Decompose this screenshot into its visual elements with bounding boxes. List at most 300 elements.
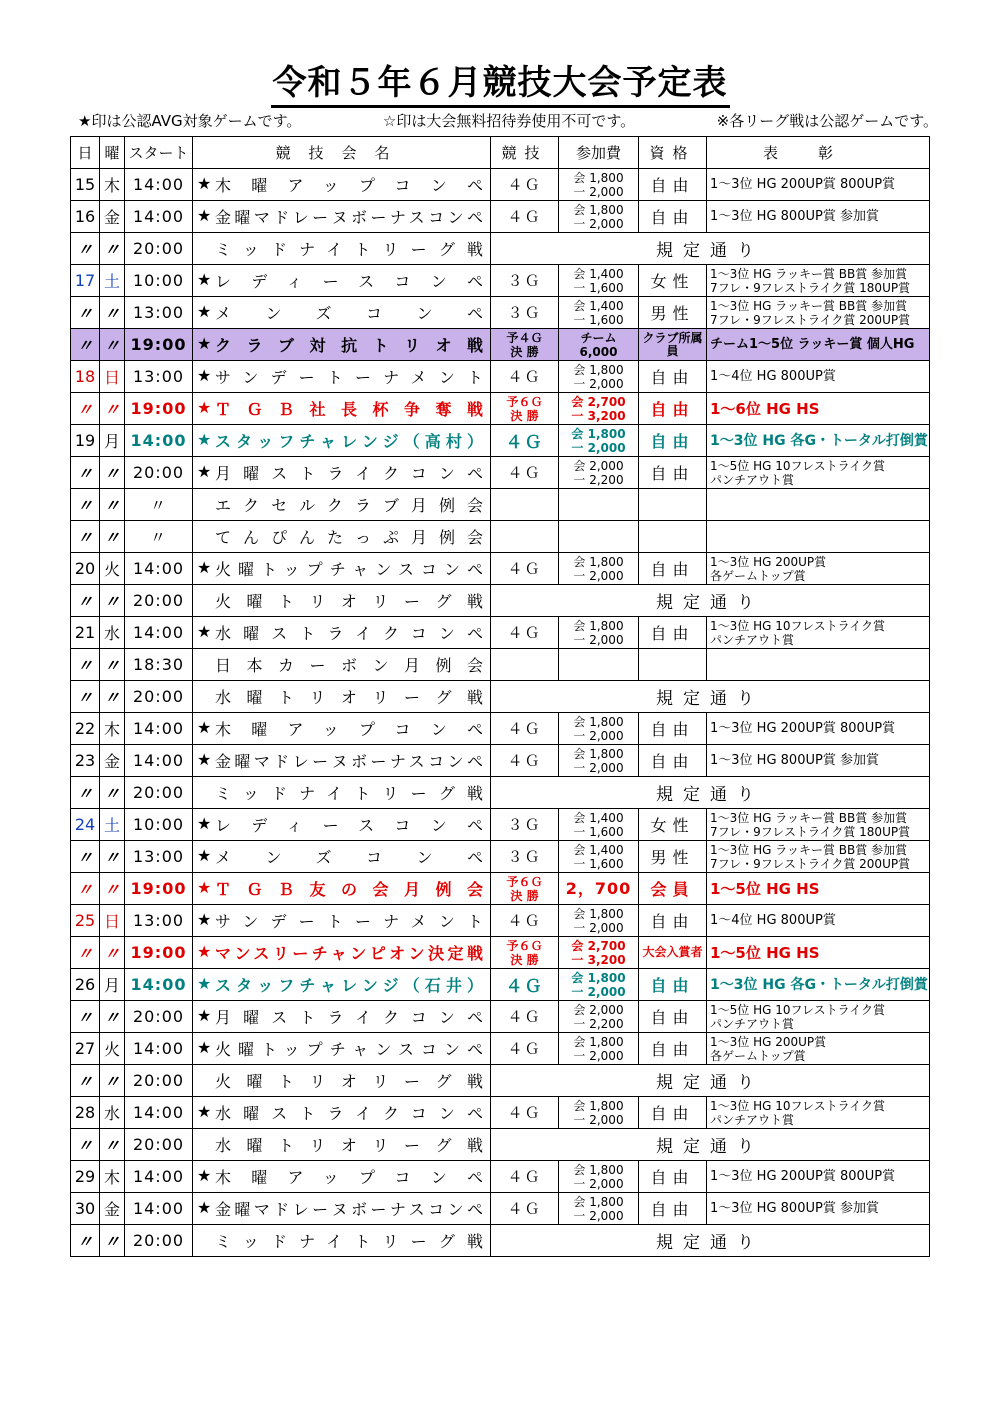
table-row [71, 937, 930, 969]
award-cell [707, 169, 930, 201]
table-row [71, 1001, 930, 1033]
start-time-cell: 20:00 [125, 1225, 193, 1257]
start-time-cell: 〃 [125, 489, 193, 521]
award-line: 1～3位 HG 200UP賞 [710, 1034, 827, 1049]
table-row [71, 617, 930, 649]
award-line: パンチアウト賞 [710, 472, 795, 487]
fee-line: 会 1,800 [573, 554, 624, 569]
award-line: 1～4位 HG 800UP賞 [710, 368, 836, 384]
qualification-cell: 自由 [639, 713, 707, 745]
fee-line: 一 1,600 [573, 824, 624, 839]
award-line: 1～3位 HG 各G・トータル打倒賞 [710, 432, 928, 449]
qualification-cell: 自由 [639, 169, 707, 201]
qualification-cell: 自由 [639, 457, 707, 489]
rule-cell: 規定通り [491, 1129, 930, 1161]
avg-star-icon: ★ [197, 910, 212, 929]
day-cell: 〃 [71, 1001, 100, 1033]
day-cell: 〃 [71, 1129, 100, 1161]
table-row [71, 1097, 930, 1129]
fee-line: チーム [580, 330, 617, 345]
fee-cell [559, 521, 639, 553]
games-line: ４Ｇ [507, 624, 542, 642]
qualification-cell: 会員 [639, 873, 707, 905]
fee-line: 会 1,800 [573, 1098, 624, 1113]
qualification-cell: 自由 [639, 1001, 707, 1033]
award-line: 1～3位 HG 200UP賞 800UP賞 [710, 1168, 896, 1184]
games-cell [491, 937, 559, 969]
award-line: 7フレ・9フレストライク賞 180UP賞 [710, 824, 911, 839]
award-line: 1～5位 HG HS [710, 879, 820, 898]
day-cell: 〃 [71, 585, 100, 617]
avg-star-icon: ★ [197, 974, 212, 993]
award-cell [707, 265, 930, 297]
fee-line: 会 1,800 [573, 202, 624, 217]
table-row [71, 841, 930, 873]
weekday-cell: 〃 [100, 1129, 125, 1161]
day-cell: 〃 [71, 457, 100, 489]
table-row [71, 777, 930, 809]
games-line: ４Ｇ [507, 1008, 542, 1026]
weekday-cell: 〃 [100, 1065, 125, 1097]
event-name-cell [193, 809, 491, 841]
games-line: ４Ｇ [505, 977, 544, 997]
rule-cell: 規定通り [491, 681, 930, 713]
games-cell [491, 649, 559, 681]
award-line: パンチアウト賞 [710, 1112, 795, 1127]
day-cell: 27 [71, 1033, 100, 1065]
fee-cell [559, 905, 639, 937]
start-time-cell: 14:00 [125, 1097, 193, 1129]
event-name-cell [193, 681, 491, 713]
event-name-cell [193, 169, 491, 201]
event-name-cell [193, 1097, 491, 1129]
fee-cell [559, 361, 639, 393]
event-name-cell [193, 1001, 491, 1033]
start-time-cell: 20:00 [125, 1001, 193, 1033]
schedule-body [71, 169, 930, 1257]
fee-line: 会 1,400 [573, 298, 624, 313]
fee-cell [559, 1033, 639, 1065]
table-row [71, 1033, 930, 1065]
award-line: パンチアウト賞 [710, 1016, 795, 1031]
weekday-cell: 水 [100, 1097, 125, 1129]
event-name-cell [193, 1225, 491, 1257]
award-cell [707, 393, 930, 425]
fee-line: 一 2,000 [573, 728, 624, 743]
avg-star-icon: ★ [197, 1166, 212, 1185]
games-cell [491, 1097, 559, 1129]
event-name-cell [193, 393, 491, 425]
games-line: ４Ｇ [507, 464, 542, 482]
weekday-cell: 〃 [100, 681, 125, 713]
event-name: 月曜ストライクコンペ [215, 1008, 483, 1027]
weekday-cell: 〃 [100, 873, 125, 905]
event-name-cell [193, 553, 491, 585]
event-name-cell [193, 841, 491, 873]
weekday-cell: 〃 [100, 521, 125, 553]
event-name-cell [193, 617, 491, 649]
weekday-cell: 〃 [100, 297, 125, 329]
event-name: レディースコンペ [215, 272, 483, 291]
games-cell [491, 1001, 559, 1033]
avg-star-icon: ★ [197, 718, 212, 737]
award-cell [707, 489, 930, 521]
rule-cell: 規定通り [491, 585, 930, 617]
games-cell [491, 1193, 559, 1225]
avg-star-icon: ★ [197, 206, 212, 225]
table-row [71, 457, 930, 489]
event-name: サンデートーナメント [215, 368, 483, 387]
table-row [71, 1161, 930, 1193]
start-time-cell: 14:00 [125, 969, 193, 1001]
day-cell: 29 [71, 1161, 100, 1193]
weekday-cell: 土 [100, 265, 125, 297]
avg-star-icon: ★ [197, 1198, 212, 1217]
event-name: メンズコンペ [215, 848, 483, 867]
event-name-cell [193, 1193, 491, 1225]
fee-cell [559, 297, 639, 329]
games-cell [491, 969, 559, 1001]
start-time-cell: 19:00 [125, 329, 193, 361]
award-line: 1～3位 HG 200UP賞 800UP賞 [710, 176, 896, 192]
table-row [71, 265, 930, 297]
day-cell: 26 [71, 969, 100, 1001]
qualification-cell: 自由 [639, 553, 707, 585]
rule-cell: 規定通り [491, 777, 930, 809]
avg-star-icon: ★ [197, 430, 212, 449]
table-row [71, 713, 930, 745]
weekday-cell: 〃 [100, 1225, 125, 1257]
weekday-cell: 木 [100, 1161, 125, 1193]
fee-line: 会 1,800 [573, 714, 624, 729]
award-cell [707, 521, 930, 553]
fee-line: 会 2,700 [571, 394, 626, 409]
event-name: 木曜アップコンペ [215, 1168, 483, 1187]
fee-line: 会 2,000 [573, 1002, 624, 1017]
award-line: 1～3位 HG 200UP賞 800UP賞 [710, 720, 896, 736]
fee-line: 会 2,000 [573, 458, 624, 473]
event-name: 水曜ストライクコンペ [215, 1104, 483, 1123]
qualification-cell: 女性 [639, 265, 707, 297]
award-cell [707, 1193, 930, 1225]
event-name: 水曜トリオリーグ戦 [215, 1136, 483, 1155]
games-cell [491, 265, 559, 297]
event-name-cell [193, 201, 491, 233]
start-time-cell: 〃 [125, 521, 193, 553]
fee-line: 一 1,600 [573, 856, 624, 871]
qualification-cell: 自由 [639, 1193, 707, 1225]
event-name: 金曜マドレーヌボーナスコンペ [215, 208, 483, 227]
qualification-cell: 男性 [639, 841, 707, 873]
award-cell [707, 713, 930, 745]
weekday-cell: 月 [100, 969, 125, 1001]
event-name-cell [193, 1033, 491, 1065]
weekday-cell: 水 [100, 617, 125, 649]
fee-line: 会 1,800 [573, 1162, 624, 1177]
event-name-cell [193, 969, 491, 1001]
qualification-cell [639, 489, 707, 521]
event-name: ＴＧＢ友の会月例会 [215, 880, 483, 899]
start-time-cell: 13:00 [125, 905, 193, 937]
award-cell [707, 969, 930, 1001]
weekday-cell: 木 [100, 713, 125, 745]
col-head-games: 競技 [491, 137, 559, 169]
games-cell [491, 457, 559, 489]
fee-cell [559, 713, 639, 745]
note-league: ※各リーグ戦は公認ゲームです。 [716, 112, 938, 130]
award-cell [707, 905, 930, 937]
event-name: ミッドナイトリーグ戦 [215, 784, 483, 803]
event-name-cell [193, 457, 491, 489]
day-cell: 〃 [71, 841, 100, 873]
fee-line: 一 2,000 [573, 1208, 624, 1223]
fee-cell [559, 329, 639, 361]
event-name: 火曜トリオリーグ戦 [215, 592, 483, 611]
avg-star-icon: ★ [197, 1102, 212, 1121]
weekday-cell: 日 [100, 905, 125, 937]
event-name-cell [193, 265, 491, 297]
fee-cell [559, 425, 639, 457]
weekday-cell: 火 [100, 553, 125, 585]
table-row [71, 681, 930, 713]
day-cell: 17 [71, 265, 100, 297]
event-name-cell [193, 713, 491, 745]
award-cell [707, 361, 930, 393]
event-name: レディースコンペ [215, 816, 483, 835]
games-line: 決 勝 [510, 888, 539, 903]
award-cell [707, 553, 930, 585]
award-cell [707, 617, 930, 649]
event-name: 金曜マドレーヌボーナスコンペ [215, 1200, 483, 1219]
fee-cell [559, 1001, 639, 1033]
games-line: ４Ｇ [507, 1104, 542, 1122]
day-cell: 23 [71, 745, 100, 777]
start-time-cell: 20:00 [125, 457, 193, 489]
qualification-cell: クラブ所属員 [639, 329, 707, 361]
fee-line: 6,000 [579, 344, 618, 359]
games-cell [491, 841, 559, 873]
award-line: 1～6位 HG HS [710, 399, 820, 418]
games-line: ３Ｇ [507, 272, 542, 290]
start-time-cell: 19:00 [125, 873, 193, 905]
start-time-cell: 14:00 [125, 553, 193, 585]
award-line: チーム1～5位 ラッキー賞 個人HG [710, 336, 915, 352]
day-cell: 〃 [71, 873, 100, 905]
award-cell [707, 937, 930, 969]
start-time-cell: 14:00 [125, 617, 193, 649]
start-time-cell: 14:00 [125, 201, 193, 233]
start-time-cell: 14:00 [125, 745, 193, 777]
start-time-cell: 14:00 [125, 1193, 193, 1225]
table-row [71, 201, 930, 233]
table-row [71, 553, 930, 585]
fee-line: 一 2,000 [573, 216, 624, 231]
avg-star-icon: ★ [197, 814, 212, 833]
qualification-cell: 女性 [639, 809, 707, 841]
fee-line: 会 1,400 [573, 810, 624, 825]
fee-cell [559, 553, 639, 585]
day-cell: 15 [71, 169, 100, 201]
event-name-cell [193, 649, 491, 681]
fee-cell [559, 457, 639, 489]
weekday-cell: 〃 [100, 937, 125, 969]
avg-star-icon: ★ [197, 750, 212, 769]
fee-line: 会 1,800 [571, 970, 626, 985]
qualification-cell: 自由 [639, 393, 707, 425]
event-name: てんぴんたっぷ月例会 [215, 528, 483, 547]
event-name: 火曜トップチャンスコンペ [215, 560, 483, 579]
award-cell [707, 329, 930, 361]
event-name: メンズコンペ [215, 304, 483, 323]
games-line: ３Ｇ [507, 848, 542, 866]
start-time-cell: 20:00 [125, 777, 193, 809]
event-name-cell [193, 937, 491, 969]
table-row [71, 969, 930, 1001]
avg-star-icon: ★ [197, 302, 212, 321]
award-line: 1～3位 HG 200UP賞 [710, 554, 827, 569]
event-name-cell [193, 489, 491, 521]
fee-cell [559, 937, 639, 969]
fee-cell [559, 1161, 639, 1193]
games-line: ４Ｇ [507, 1040, 542, 1058]
games-line: 決 勝 [510, 344, 539, 359]
day-cell: 〃 [71, 393, 100, 425]
fee-cell [559, 617, 639, 649]
qualification-cell: 自由 [639, 905, 707, 937]
table-row [71, 169, 930, 201]
fee-cell [559, 393, 639, 425]
note-avg: ★印は公認AVG対象ゲームです。 [78, 112, 302, 130]
games-cell [491, 489, 559, 521]
day-cell: 30 [71, 1193, 100, 1225]
table-row [71, 425, 930, 457]
event-name: クラブ対抗トリオ戦 [215, 336, 483, 355]
fee-line: 一 3,200 [571, 408, 626, 423]
start-time-cell: 20:00 [125, 681, 193, 713]
start-time-cell: 13:00 [125, 841, 193, 873]
event-name: スタッフチャレンジ（石井） [215, 976, 483, 995]
table-row [71, 585, 930, 617]
qualification-cell [639, 521, 707, 553]
award-line: 1～3位 HG 各G・トータル打倒賞 [710, 976, 928, 993]
start-time-cell: 18:30 [125, 649, 193, 681]
fee-line: 会 1,800 [573, 1194, 624, 1209]
award-line: 各ゲームトップ賞 [710, 568, 806, 583]
award-cell [707, 1097, 930, 1129]
event-name: 木曜アップコンペ [215, 720, 483, 739]
games-line: 予４Ｇ [506, 330, 543, 345]
start-time-cell: 14:00 [125, 713, 193, 745]
weekday-cell: 〃 [100, 777, 125, 809]
qualification-cell: 自由 [639, 425, 707, 457]
event-name-cell [193, 361, 491, 393]
day-cell: 〃 [71, 233, 100, 265]
day-cell: 25 [71, 905, 100, 937]
weekday-cell: 月 [100, 425, 125, 457]
event-name-cell [193, 777, 491, 809]
fee-line: 会 1,400 [573, 266, 624, 281]
avg-star-icon: ★ [197, 270, 212, 289]
award-line: 1～5位 HG HS [710, 943, 820, 962]
start-time-cell: 10:00 [125, 809, 193, 841]
award-line: 1～3位 HG 10フレストライク賞 [710, 618, 886, 633]
games-cell [491, 201, 559, 233]
games-line: ３Ｇ [507, 304, 542, 322]
col-head-day: 日 [71, 137, 100, 169]
table-row [71, 233, 930, 265]
award-cell [707, 841, 930, 873]
table-row [71, 521, 930, 553]
weekday-cell: 〃 [100, 457, 125, 489]
games-line: 決 勝 [510, 952, 539, 967]
day-cell: 24 [71, 809, 100, 841]
schedule-table [70, 136, 930, 1257]
games-line: 予６Ｇ [506, 394, 543, 409]
fee-line: 会 2,700 [571, 938, 626, 953]
table-row [71, 809, 930, 841]
qualification-cell: 自由 [639, 1161, 707, 1193]
day-cell: 〃 [71, 937, 100, 969]
start-time-cell: 14:00 [125, 425, 193, 457]
games-line: ４Ｇ [507, 1200, 542, 1218]
fee-line: 会 1,800 [571, 426, 626, 441]
fee-line: 一 2,000 [573, 1112, 624, 1127]
games-cell [491, 393, 559, 425]
award-line: 7フレ・9フレストライク賞 200UP賞 [710, 856, 911, 871]
day-cell: 〃 [71, 297, 100, 329]
event-name: 月曜ストライクコンペ [215, 464, 483, 483]
avg-star-icon: ★ [197, 878, 212, 897]
games-cell [491, 1161, 559, 1193]
fee-line: 会 1,800 [573, 170, 624, 185]
start-time-cell: 14:00 [125, 169, 193, 201]
avg-star-icon: ★ [197, 174, 212, 193]
table-row [71, 1129, 930, 1161]
fee-line: 一 2,000 [573, 920, 624, 935]
day-cell: 28 [71, 1097, 100, 1129]
award-line: 各ゲームトップ賞 [710, 1048, 806, 1063]
start-time-cell: 14:00 [125, 1033, 193, 1065]
event-name: 日本カーボン月例会 [215, 656, 483, 675]
games-cell [491, 425, 559, 457]
qualification-cell: 男性 [639, 297, 707, 329]
games-cell [491, 169, 559, 201]
fee-line: 一 2,000 [573, 1176, 624, 1191]
weekday-cell: 金 [100, 201, 125, 233]
games-cell [491, 617, 559, 649]
games-line: ４Ｇ [507, 208, 542, 226]
games-cell [491, 297, 559, 329]
weekday-cell: 〃 [100, 393, 125, 425]
avg-star-icon: ★ [197, 462, 212, 481]
fee-cell [559, 201, 639, 233]
award-cell [707, 1161, 930, 1193]
games-cell [491, 745, 559, 777]
table-row [71, 905, 930, 937]
event-name: 火曜トリオリーグ戦 [215, 1072, 483, 1091]
fee-line: 一 2,000 [571, 440, 626, 455]
day-cell: 22 [71, 713, 100, 745]
event-name: ミッドナイトリーグ戦 [215, 1232, 483, 1251]
fee-line: 会 1,800 [573, 906, 624, 921]
day-cell: 19 [71, 425, 100, 457]
table-row [71, 297, 930, 329]
event-name-cell [193, 745, 491, 777]
event-name: マンスリーチャンピオン決定戦 [215, 944, 483, 963]
games-line: 決 勝 [510, 408, 539, 423]
start-time-cell: 20:00 [125, 1065, 193, 1097]
games-line: ４Ｇ [507, 720, 542, 738]
